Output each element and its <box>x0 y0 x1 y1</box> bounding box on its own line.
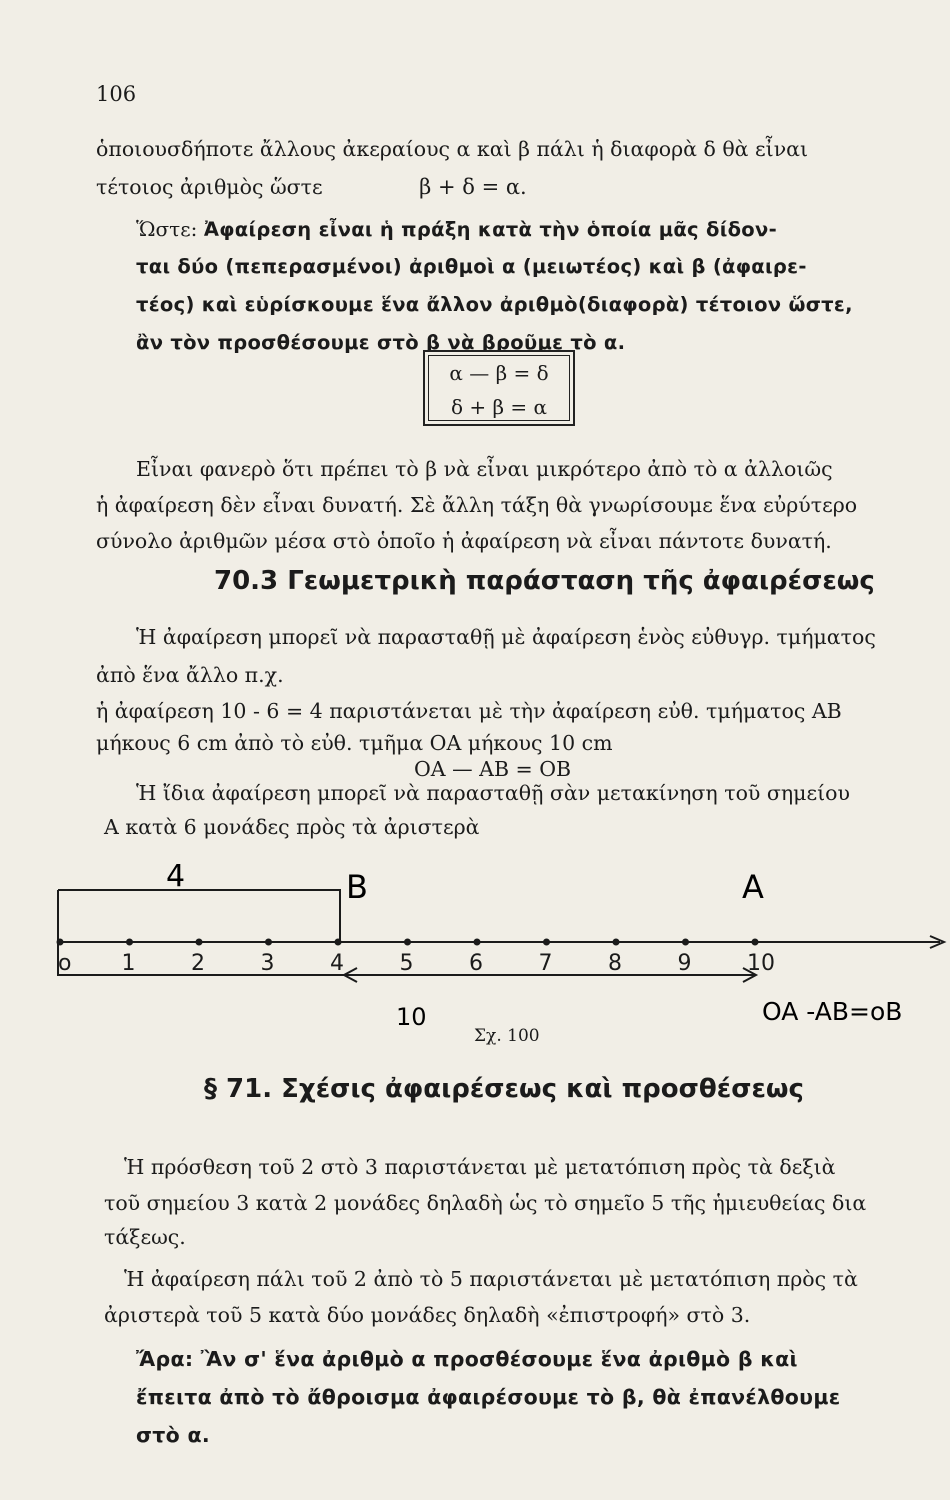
tick-label-1: 1 <box>121 951 136 976</box>
formula-box <box>423 350 575 426</box>
figure-caption: Σχ. 100 <box>474 1026 540 1046</box>
intro-formula: β + δ = α. <box>419 175 527 199</box>
tick-label-3: 3 <box>260 951 275 976</box>
relation-line-2: τοῦ σημείου 3 κατὰ 2 μονάδες δηλαδὴ ὡς τὸ σημεῖο 5 τῆς ἡμιευθείας δια <box>104 1191 867 1215</box>
relation-line-1: Ἡ πρόσθεση τοῦ 2 στὸ 3 παριστάνεται μὲ μετατόπιση πρὸς τὰ δεξιὰ <box>124 1155 836 1179</box>
paragraph-intro <box>96 130 911 206</box>
page-number: 106 <box>96 82 137 106</box>
tick-point-7 <box>543 939 550 946</box>
definition-line-3: τέος) καὶ εὑρίσκουμε ἕνα ἄλλον ἀριθμὸ(διαφορὰ) τέτοιον ὥστε, <box>136 293 853 316</box>
tick-point-8 <box>613 939 620 946</box>
segment-four-outline <box>58 890 340 942</box>
box-line-1: α — β = δ <box>449 361 549 385</box>
intro-line-2 <box>96 168 911 206</box>
definition-line-4: ἂν τὸν προσθέσουμε στὸ β νὰ βροῦμε τὸ α. <box>136 331 626 354</box>
tick-label-2: 2 <box>191 951 205 976</box>
label-point-b: B <box>346 868 368 906</box>
tick-marks <box>57 939 776 977</box>
tick-label-6: 6 <box>469 951 483 976</box>
intro-line-2-text: τέτοιος ἀριθμὸς ὥστε <box>96 175 323 199</box>
tick-point-3 <box>265 939 272 946</box>
conclusion-line-1: Ἄρα: Ἂν σ' ἕνα ἀριθμὸ α προσθέσουμε ἕνα ἀριθμὸ β καὶ <box>136 1347 798 1371</box>
tick-label-5: 5 <box>399 951 414 976</box>
geometry-line-1: Ἡ ἀφαίρεση μπορεῖ νὰ παρασταθῇ μὲ ἀφαίρεση ἑνὸς εὐθυγρ. τμήματος <box>136 625 876 649</box>
paragraph-remark <box>136 450 906 488</box>
segment-equation: ΟΑ — ΑΒ = ΟΒ <box>414 757 572 781</box>
tick-point-1 <box>126 939 133 946</box>
relation-line-3: τάξεως. <box>104 1225 186 1249</box>
geometry-line-5: Ἡ ἴδια ἀφαίρεση μπορεῖ νὰ παρασταθῇ σὰν μετακίνηση τοῦ σημείου <box>136 781 850 805</box>
tick-point-10 <box>752 939 759 946</box>
section-heading-71: § 71. Σχέσις ἀφαιρέσεως καὶ προσθέσεως <box>204 1074 804 1104</box>
relation-line-5: ἀριστερὰ τοῦ 5 κατὰ δύο μονάδες δηλαδὴ «ἐπιστροφή» στὸ 3. <box>104 1303 751 1327</box>
geometry-line-2: ἀπὸ ἕνα ἄλλο π.χ. <box>96 663 284 687</box>
geometry-line-3: ἡ ἀφαίρεση 10 - 6 = 4 παριστάνεται μὲ τὴν ἀφαίρεση εὐθ. τμήματος AB <box>96 699 842 723</box>
definition-line-2: ται δύο (πεπερασμένοι) ἀριθμοὶ α (μειωτέος) καὶ β (ἀφαιρε- <box>136 255 807 278</box>
tick-label-7: 7 <box>538 951 553 976</box>
tick-label-9: 9 <box>677 951 692 976</box>
box-line-2: δ + β = α <box>450 395 548 419</box>
conclusion-line-2: ἔπειτα ἀπὸ τὸ ἄθροισμα ἀφαιρέσουμε τὸ β, θὰ ἐπανέλθουμε <box>136 1385 841 1409</box>
label-four: 4 <box>166 859 186 894</box>
label-equation: OA -AB=oB <box>762 997 903 1026</box>
tick-point-5 <box>404 939 411 946</box>
tick-point-9 <box>682 939 689 946</box>
label-point-a: A <box>742 868 764 906</box>
tick-point-4 <box>335 939 342 946</box>
section-heading-70-3: 70.3 Γεωμετρικὴ παράσταση τῆς ἀφαιρέσεως <box>214 566 875 596</box>
definition-line-1 <box>136 210 916 249</box>
tick-label-8: 8 <box>608 951 622 976</box>
tick-point-0 <box>57 939 64 946</box>
intro-line-1: ὁποιουσδήποτε ἄλλους ἀκεραίους α καὶ β πάλι ἡ διαφορὰ δ θὰ εἶναι <box>96 137 809 161</box>
definition-prefix: Ὥστε: <box>136 217 198 241</box>
definition-text-1: Ἀφαίρεση εἶναι ἡ πράξη κατὰ τὴν ὁποία μᾶς δίδον- <box>203 218 777 241</box>
tick-point-6 <box>474 939 481 946</box>
tick-label-4: 4 <box>330 951 344 976</box>
tick-point-2 <box>196 939 203 946</box>
geometry-line-4: μήκους 6 cm ἀπὸ τὸ εὐθ. τμῆμα ΟΑ μήκους 10 cm <box>96 731 613 755</box>
number-line-figure <box>0 850 950 1040</box>
definition-block <box>136 210 916 249</box>
label-ten: 10 <box>396 1003 427 1031</box>
relation-line-4: Ἡ ἀφαίρεση πάλι τοῦ 2 ἀπὸ τὸ 5 παριστάνεται μὲ μετατόπιση πρὸς τὰ <box>124 1267 858 1291</box>
tick-label-0: o <box>58 951 72 976</box>
tick-label-10: 10 <box>747 951 775 976</box>
remark-line-2: ἡ ἀφαίρεση δὲν εἶναι δυνατή. Σὲ ἄλλη τάξη θὰ γνωρίσουμε ἕνα εὐρύτερο <box>96 493 858 517</box>
remark-line-3: σύνολο ἀριθμῶν μέσα στὸ ὁποῖο ἡ ἀφαίρεση νὰ εἶναι πάντοτε δυνατή. <box>96 529 832 553</box>
remark-line-1: Εἶναι φανερὸ ὅτι πρέπει τὸ β νὰ εἶναι μικρότερο ἀπὸ τὸ α ἀλλοιῶς <box>136 457 833 481</box>
geometry-line-6: Α κατὰ 6 μονάδες πρὸς τὰ ἀριστερὰ <box>104 815 480 839</box>
conclusion-line-3: στὸ α. <box>136 1423 210 1447</box>
